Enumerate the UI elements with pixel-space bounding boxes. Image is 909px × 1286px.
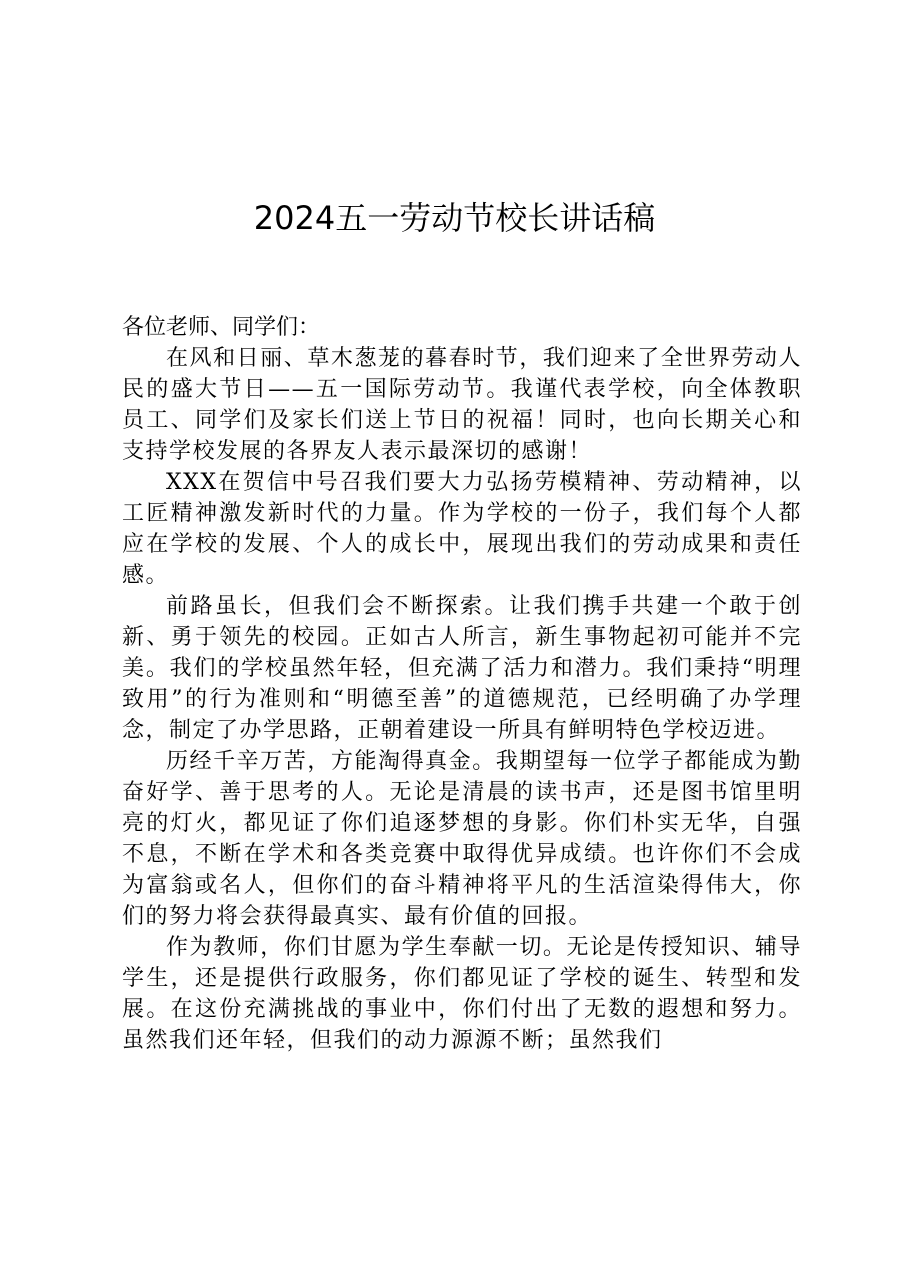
paragraph-5: 作为教师，你们甘愿为学生奉献一切。无论是传授知识、辅导学生，还是提供行政服务，你们都见证了学校的诞生、转型和发展。在这份充满挑战的事业中，你们付出了无数的遐想和努力。虽然我们还年轻，但我们的动力源源不断；虽然我们: [122, 935, 802, 1053]
paragraph-2: XXX在贺信中号召我们要大力弘扬劳模精神、劳动精神，以工匠精神激发新时代的力量。作为学校的一份子，我们每个人都应在学校的发展、个人的成长中，展现出我们的劳动成果和责任感。: [122, 470, 802, 588]
paragraph-4: 历经千辛万苦，方能淘得真金。我期望每一位学子都能成为勤奋好学、善于思考的人。无论是清晨的读书声，还是图书馆里明亮的灯火，都见证了你们追逐梦想的身影。你们朴实无华，自强不息，不断在学术和各类竞赛中取得优异成绩。也许你们不会成为富翁或名人，但你们的奋斗精神将平凡的生活渲染得伟大，你们的努力将会获得最真实、最有价值的回报。: [122, 749, 802, 929]
paragraph-3: 前路虽长，但我们会不断探索。让我们携手共建一个敢于创新、勇于领先的校园。正如古人所言，新生事物起初可能并不完美。我们的学校虽然年轻，但充满了活力和潜力。我们秉持“明理致用”的行为准则和“明德至善”的道德规范，已经明确了办学理念，制定了办学思路，正朝着建设一所具有鲜明特色学校迈进。: [122, 594, 802, 743]
salutation: 各位老师、同学们：: [122, 315, 321, 340]
document-body: [122, 312, 802, 1056]
document-title: 2024五一劳动节校长讲话稿: [253, 199, 656, 237]
paragraph-1: 在风和日丽、草木葱茏的暮春时节，我们迎来了全世界劳动人民的盛大节日——五一国际劳动节。我谨代表学校，向全体教职员工、同学们及家长们送上节日的祝福！同时，也向长期关心和支持学校发展的各界友人表示最深切的感谢！: [122, 346, 802, 464]
